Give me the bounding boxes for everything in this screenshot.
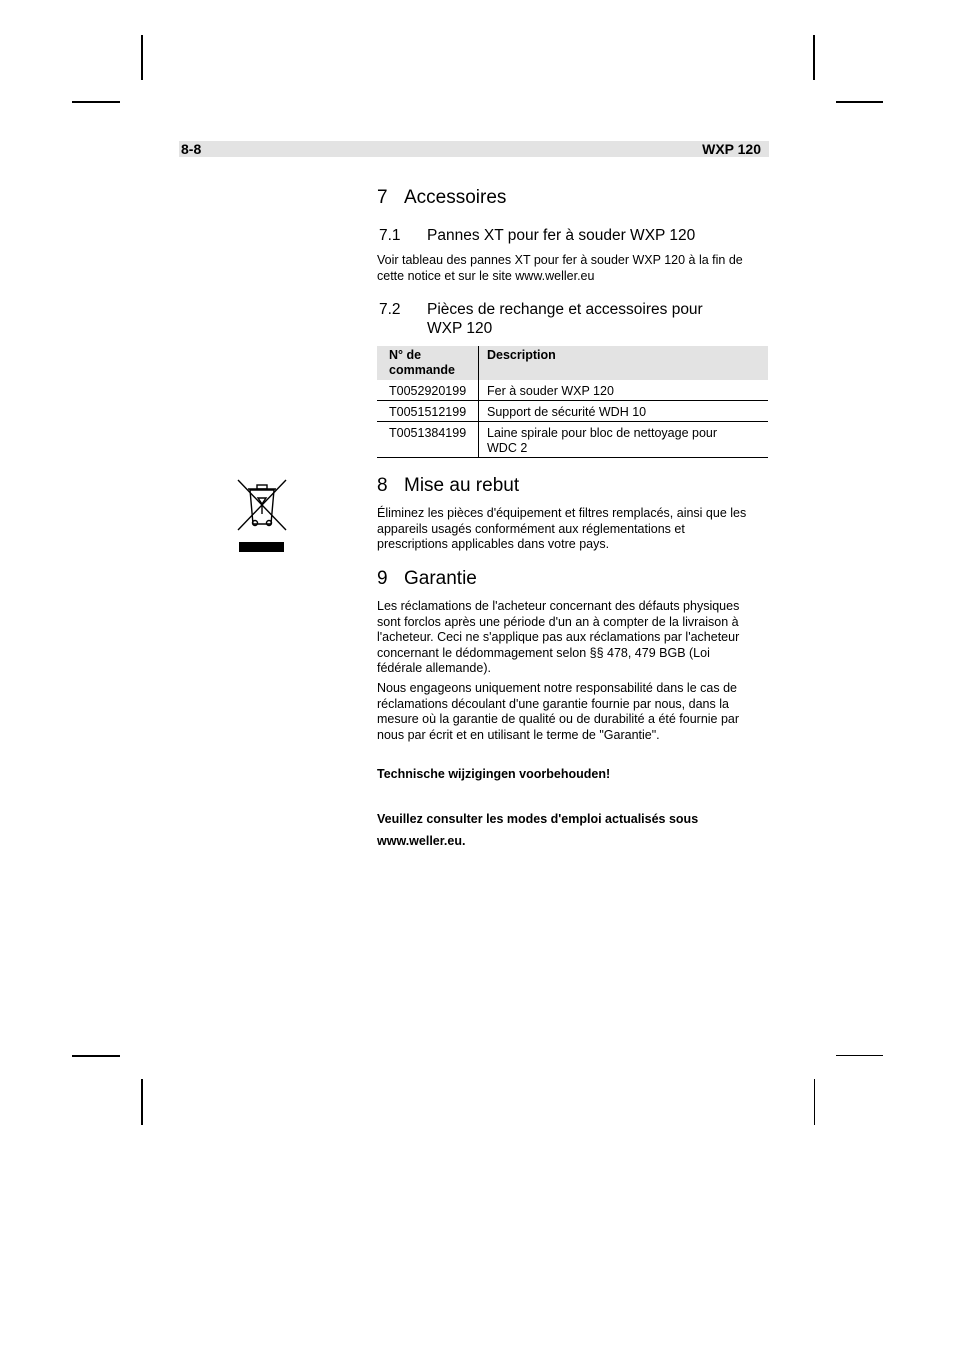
- section-title: Mise au rebut: [404, 475, 520, 496]
- table-row: [377, 422, 768, 458]
- subsection-7-1-text: [377, 253, 769, 284]
- section-7-heading: [377, 187, 769, 209]
- subsection-number: 7.1: [379, 227, 401, 244]
- parts-table: [377, 346, 768, 458]
- crop-mark-bottom-left-horizontal: [72, 1055, 120, 1057]
- text-line: sont forclos après une période d'un an à compter de la livraison à: [377, 614, 739, 629]
- text-line: fédérale allemande).: [377, 661, 491, 675]
- text-line: prescriptions applicables dans votre pays.: [377, 537, 610, 551]
- subsection-number: 7.2: [379, 301, 401, 318]
- section-number: 9: [377, 568, 388, 589]
- text-line: Voir tableau des pannes XT pour fer à souder WXP 120 à la fin de: [377, 253, 743, 267]
- text-line: Éliminez les pièces d'équipement et filtres remplacés, ainsi que les: [377, 506, 747, 520]
- order-number-cell: T0051512199: [377, 401, 479, 422]
- text-line: concernant le dédommagement selon §§ 478, 479 BGB (Loi: [377, 645, 710, 660]
- section-title: Garantie: [404, 568, 477, 589]
- subsection-title-line: Pièces de rechange et accessoires pour: [427, 301, 703, 318]
- crop-mark-bottom-right-vertical: [814, 1079, 815, 1125]
- text-line: appareils usagés conformément aux réglementations et: [377, 521, 685, 536]
- warranty-paragraph-2: [377, 681, 769, 743]
- section-8-text: [377, 506, 769, 553]
- weller-url: www.weller.eu.: [377, 834, 466, 848]
- text-line: réclamations découlant d'une garantie fournie par nous, dans la: [377, 696, 729, 711]
- page-header: [179, 141, 769, 157]
- description-cell: Laine spirale pour bloc de nettoyage pour WDC 2: [479, 422, 769, 458]
- crop-mark-top-left-vertical: [141, 35, 143, 80]
- weee-crossed-bin-icon: [236, 478, 288, 553]
- description-cell: Support de sécurité WDH 10: [479, 401, 769, 422]
- page-number: 8-8: [181, 141, 202, 157]
- order-number-cell: T0052920199: [377, 380, 479, 401]
- subsection-7-1-heading: [377, 226, 769, 245]
- crop-mark-bottom-right-horizontal: [836, 1055, 883, 1056]
- table-header-row: [377, 346, 768, 380]
- text-line: mesure où la garantie de qualité ou de durabilité a été fournie par: [377, 712, 740, 726]
- column-header-description: Description: [479, 346, 769, 380]
- description-cell: Fer à souder WXP 120: [479, 380, 769, 401]
- text-line: nous par écrit et en utilisant le terme de "Garantie".: [377, 727, 660, 742]
- table-row: [377, 401, 768, 422]
- consult-manuals-note: Veuillez consulter les modes d'emploi actualisés sous: [377, 812, 699, 826]
- technical-changes-note: Technische wijzigingen voorbehouden!: [377, 767, 611, 781]
- section-8-heading: [377, 475, 769, 497]
- crop-mark-top-left-horizontal: [72, 101, 120, 103]
- warranty-paragraph-1: [377, 599, 769, 677]
- text-line: Les réclamations de l'acheteur concernant des défauts physiques: [377, 599, 740, 613]
- section-number: 8: [377, 475, 388, 496]
- section-title: Accessoires: [404, 187, 507, 208]
- section-9-heading: [377, 568, 769, 590]
- table-row: [377, 380, 768, 401]
- crop-mark-top-right-vertical: [813, 35, 815, 80]
- parts-table-wrapper: [377, 346, 769, 458]
- column-header-order: N° de commande: [377, 346, 479, 380]
- text-line: l'acheteur. Ceci ne s'applique pas aux réclamations par l'acheteur: [377, 630, 740, 644]
- text-line: cette notice et sur le site www.weller.eu: [377, 268, 595, 283]
- order-number-cell: T0051384199: [377, 422, 479, 458]
- subsection-title-line: WXP 120: [427, 320, 493, 337]
- text-line: Nous engageons uniquement notre responsabilité dans le cas de: [377, 681, 737, 695]
- subsection-title: Pannes XT pour fer à souder WXP 120: [427, 227, 696, 244]
- crop-mark-bottom-left-vertical: [141, 1079, 143, 1125]
- subsection-7-2-heading: [377, 300, 769, 338]
- model-name: WXP 120: [702, 141, 761, 157]
- section-number: 7: [377, 187, 388, 208]
- crop-mark-top-right-horizontal: [836, 101, 883, 103]
